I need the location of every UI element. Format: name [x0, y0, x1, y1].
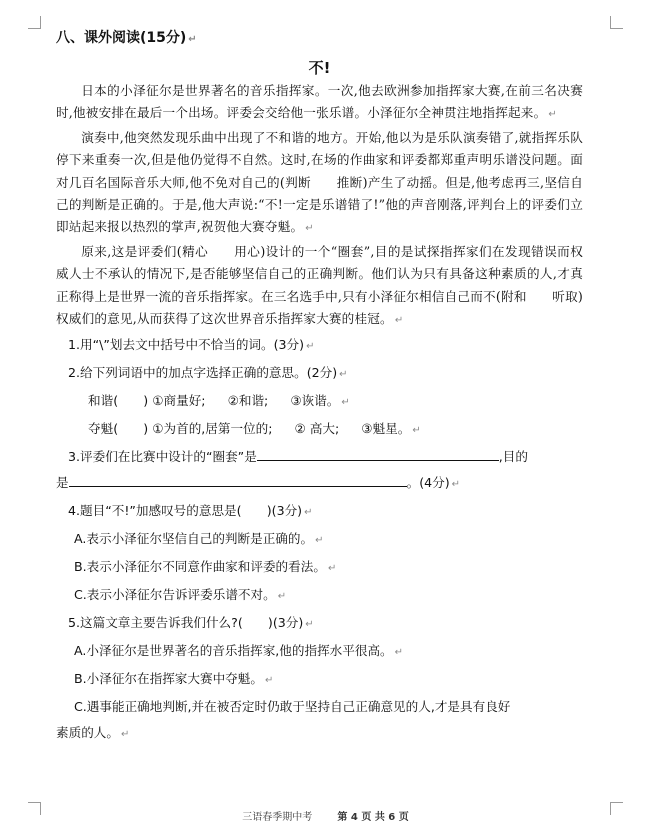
question-2-item-duokui: 夺魁( ) ①为首的,居第一位的; ② 高大; ③魁星。 ↵ [88, 421, 421, 437]
question-2-item-hexie: 和谐( ) ①商量好; ②和谐; ③诙谐。 ↵ [88, 393, 350, 409]
word-hexie: 和谐( ) [88, 393, 149, 409]
story-paragraph-1: 日本的小泽征尔是世界著名的音乐指挥家。一次,他去欧洲参加指挥家大赛,在前三名决赛时,他被安排在最后一个出场。评委会交给他一张乐谱。小泽征尔全神贯注地指挥起来。 ↵ [56, 83, 583, 121]
answer-blank-2[interactable] [69, 472, 407, 487]
question-5-option-b: B.小泽征尔在指挥家大赛中夺魁。 ↵ [74, 671, 274, 687]
story-paragraph-2: 演奏中,他突然发现乐曲中出现了不和谐的地方。开始,他以为是乐队演奏错了,就指挥乐队停下来重奏一次,但是他仍觉得不自然。这时,在场的作曲家和评委都郑重声明乐谱没问题。面对几百名国际音乐大师,他不免对自己的(判断 推断)产生了动摇。但是,他考虑再三,坚信自己的判断是正确的。于是,他大声说:“不!一定是乐谱错了!”他的声音刚落,评判台上的评委们立即站起来报以热烈的掌声,祝贺他大赛夺魁。 ↵ [56, 129, 583, 235]
question-4-option-c: C.表示小泽征尔告诉评委乐谱不对。 ↵ [74, 587, 287, 603]
question-4-option-b: B.表示小泽征尔不同意作曲家和评委的看法。 ↵ [74, 559, 337, 575]
footer-page-number: 第 4 页 共 6 页 [337, 812, 409, 823]
question-5-option-c: C.遇事能正确地判断,并在被否定时仍敢于坚持自己正确意见的人,才是具有良好 [74, 699, 511, 715]
question-3-continued: 是 。(4分) ↵ [56, 470, 583, 498]
question-2: 2.给下列词语中的加点字选择正确的意思。(2分) ↵ [68, 365, 348, 381]
question-5-option-c-continued: 素质的人。 ↵ [56, 725, 130, 741]
question-1: 1.用“\”划去文中括号中不恰当的词。(3分) ↵ [68, 337, 315, 353]
section-heading: 八、课外阅读(15分) ↵ [56, 30, 197, 46]
word-duokui: 夺魁( ) [88, 421, 149, 437]
page-footer [0, 808, 651, 823]
crop-mark-top-left [28, 16, 41, 29]
story-paragraph-3: 原来,这是评委们(精心 用心)设计的一个“圈套”,目的是试探指挥家们在发现错误而权威人士不承认的情况下,是否能够坚信自己的正确判断。他们认为只有具备这种素质的人,才真正称得上是世界一流的音乐指挥家。在三名选手中,只有小泽征尔相信自己而不(附和 听取)权威们的意见,从而获得了这次世界音乐指挥家大赛的桂冠。 ↵ [56, 243, 583, 327]
question-3: 3.评委们在比赛中设计的“圈套”是 ,目的 [56, 444, 583, 470]
question-4: 4.题目“不!”加感叹号的意思是( )(3分) ↵ [68, 503, 313, 519]
story-title: 不! [308, 59, 331, 77]
footer-exam-name: 三语春季期中考 [242, 812, 313, 823]
question-5-option-a: A.小泽征尔是世界著名的音乐指挥家,他的指挥水平很高。 ↵ [74, 643, 404, 659]
crop-mark-top-right [610, 16, 623, 29]
document-page [56, 20, 583, 748]
question-5: 5.这篇文章主要告诉我们什么?( )(3分) ↵ [68, 615, 314, 631]
answer-blank-1[interactable] [257, 446, 499, 461]
question-4-option-a: A.表示小泽征尔坚信自己的判断是正确的。 ↵ [74, 531, 324, 547]
